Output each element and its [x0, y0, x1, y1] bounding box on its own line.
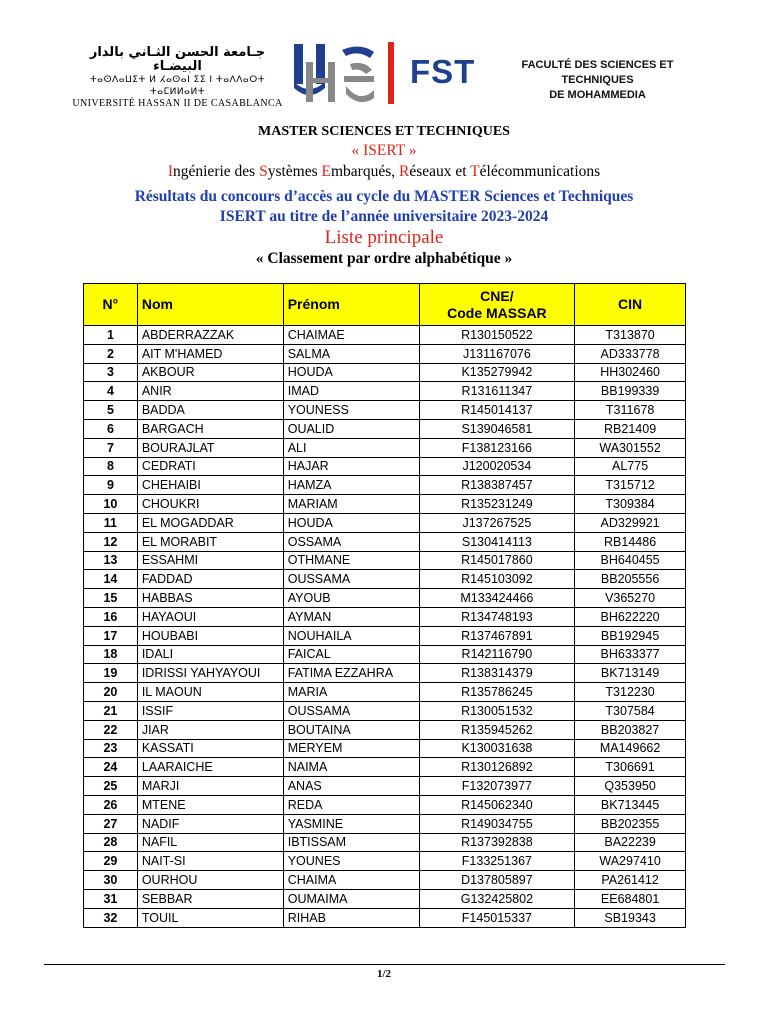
cell-cin: BB205556 — [575, 570, 686, 589]
results-title-line2: ISERT au titre de l’année universitaire 2023-2024 — [219, 208, 549, 225]
cell-nom: MARJI — [137, 777, 283, 796]
cell-number: 23 — [84, 739, 138, 758]
cell-cin: BH633377 — [575, 645, 686, 664]
program-text: élécommunications — [479, 163, 601, 180]
faculty-name-line1: FACULTÉ DES SCIENCES ET TECHNIQUES — [521, 59, 674, 86]
cell-cne: R137467891 — [419, 626, 575, 645]
cell-number: 5 — [84, 401, 138, 420]
cell-cne: R145062340 — [419, 795, 575, 814]
cell-cne: R145017860 — [419, 551, 575, 570]
cell-cin: PA261412 — [575, 871, 686, 890]
cell-nom: HABBAS — [137, 589, 283, 608]
cell-number: 31 — [84, 889, 138, 908]
cell-nom: IL MAOUN — [137, 683, 283, 702]
cell-cin: T309384 — [575, 495, 686, 514]
header-cin: CIN — [575, 284, 686, 326]
table-row — [84, 513, 686, 532]
cell-cin: BK713445 — [575, 795, 686, 814]
document-titles — [0, 122, 768, 269]
table-row — [84, 908, 686, 927]
table-row — [84, 664, 686, 683]
program-full-name — [0, 161, 768, 183]
cell-prenom: RIHAB — [283, 908, 419, 927]
table-row — [84, 570, 686, 589]
cell-number: 15 — [84, 589, 138, 608]
cell-number: 3 — [84, 363, 138, 382]
cell-prenom: CHAIMA — [283, 871, 419, 890]
cell-cin: T306691 — [575, 758, 686, 777]
table-row — [84, 363, 686, 382]
table-row — [84, 476, 686, 495]
cell-cin: Q353950 — [575, 777, 686, 796]
table-row — [84, 589, 686, 608]
header-number: N° — [84, 284, 138, 326]
cell-prenom: OUSSAMA — [283, 570, 419, 589]
cell-cne: R145014137 — [419, 401, 575, 420]
cell-prenom: AYOUB — [283, 589, 419, 608]
cell-nom: HAYAOUI — [137, 607, 283, 626]
cell-cin: SB19343 — [575, 908, 686, 927]
cell-nom: BARGACH — [137, 419, 283, 438]
cell-prenom: BOUTAINA — [283, 720, 419, 739]
cell-nom: CHEHAIBI — [137, 476, 283, 495]
sort-note: « Classement par ordre alphabétique » — [255, 250, 513, 267]
cell-nom: OURHOU — [137, 871, 283, 890]
cell-number: 9 — [84, 476, 138, 495]
cell-nom: CHOUKRI — [137, 495, 283, 514]
cell-cne: M133424466 — [419, 589, 575, 608]
table-row — [84, 777, 686, 796]
table-row — [84, 419, 686, 438]
program-acronym: « ISERT » — [351, 142, 417, 159]
fst-logo-text: FST — [410, 53, 476, 90]
cell-prenom: YASMINE — [283, 814, 419, 833]
header-cne — [419, 284, 575, 326]
cell-number: 2 — [84, 344, 138, 363]
cell-nom: NAFIL — [137, 833, 283, 852]
cell-cin: AL775 — [575, 457, 686, 476]
footer-divider — [44, 964, 725, 965]
cell-nom: NAIT-SI — [137, 852, 283, 871]
cell-cin: BB192945 — [575, 626, 686, 645]
cell-cin: T311678 — [575, 401, 686, 420]
cell-prenom: MARIA — [283, 683, 419, 702]
cell-cne: R135231249 — [419, 495, 575, 514]
cell-prenom: IBTISSAM — [283, 833, 419, 852]
program-text: éseaux et — [409, 163, 471, 180]
cell-cin: BH622220 — [575, 607, 686, 626]
cell-cin: BB199339 — [575, 382, 686, 401]
table-header-row — [84, 284, 686, 326]
cell-number: 1 — [84, 326, 138, 345]
cell-number: 30 — [84, 871, 138, 890]
cell-cne: R138314379 — [419, 664, 575, 683]
cell-number: 6 — [84, 419, 138, 438]
table-row — [84, 626, 686, 645]
program-initial: R — [399, 163, 410, 180]
program-initial: E — [321, 163, 331, 180]
cell-cne: F145015337 — [419, 908, 575, 927]
university-name-french: UNIVERSITÉ HASSAN II DE CASABLANCA — [72, 98, 283, 109]
cell-cne: R130126892 — [419, 758, 575, 777]
cell-cin: T312230 — [575, 683, 686, 702]
table-row — [84, 457, 686, 476]
cell-nom: ANIR — [137, 382, 283, 401]
cell-cne: R135945262 — [419, 720, 575, 739]
program-text: mbarqués, — [330, 163, 399, 180]
cell-cne: R134748193 — [419, 607, 575, 626]
cell-cin: BK713149 — [575, 664, 686, 683]
table-row — [84, 645, 686, 664]
university-name-tifinagh: ⵜⴰⵙⴷⴰⵡⵉⵜ ⵍ ⵃⴰⵙⴰⵏ ⵉⵉ ⵏ ⵜⴰⴷⴷⴰⵔⵜ ⵜⴰⵎⵍⵍⴰⵍⵜ — [89, 75, 266, 97]
cell-cin: EE684801 — [575, 889, 686, 908]
table-row — [84, 871, 686, 890]
cell-prenom: CHAIMAE — [283, 326, 419, 345]
program-initial: T — [470, 163, 480, 180]
cell-cin: AD329921 — [575, 513, 686, 532]
cell-nom: ABDERRAZZAK — [137, 326, 283, 345]
table-row — [84, 532, 686, 551]
cell-cin: V365270 — [575, 589, 686, 608]
table-row — [84, 814, 686, 833]
cell-cne: R131611347 — [419, 382, 575, 401]
cell-nom: LAARAICHE — [137, 758, 283, 777]
cell-number: 11 — [84, 513, 138, 532]
cell-cin: RB21409 — [575, 419, 686, 438]
cell-number: 32 — [84, 908, 138, 927]
table-row — [84, 607, 686, 626]
table-row — [84, 889, 686, 908]
cell-prenom: FAICAL — [283, 645, 419, 664]
table-row — [84, 739, 686, 758]
cell-prenom: YOUNESS — [283, 401, 419, 420]
cell-cne: R138387457 — [419, 476, 575, 495]
cell-cne: F133251367 — [419, 852, 575, 871]
cell-nom: ISSIF — [137, 701, 283, 720]
faculty-name — [490, 58, 705, 103]
cell-cin: BB203827 — [575, 720, 686, 739]
table-row — [84, 551, 686, 570]
cell-prenom: YOUNES — [283, 852, 419, 871]
cell-cne: R130150522 — [419, 326, 575, 345]
cell-nom: ESSAHMI — [137, 551, 283, 570]
cell-number: 22 — [84, 720, 138, 739]
cell-cne: G132425802 — [419, 889, 575, 908]
cell-prenom: ALI — [283, 438, 419, 457]
cell-cne: S139046581 — [419, 419, 575, 438]
cell-prenom: FATIMA EZZAHRA — [283, 664, 419, 683]
cell-nom: EL MORABIT — [137, 532, 283, 551]
cell-cne: D137805897 — [419, 871, 575, 890]
cell-nom: AKBOUR — [137, 363, 283, 382]
cell-prenom: HAMZA — [283, 476, 419, 495]
cell-cin: AD333778 — [575, 344, 686, 363]
table-body — [84, 326, 686, 928]
table-row — [84, 833, 686, 852]
cell-number: 8 — [84, 457, 138, 476]
header-cne-line1: CNE/ — [480, 287, 514, 304]
cell-number: 25 — [84, 777, 138, 796]
university-logo-block — [70, 46, 285, 110]
header-prenom: Prénom — [283, 284, 419, 326]
cell-number: 12 — [84, 532, 138, 551]
header-cne-line2: Code MASSAR — [447, 304, 547, 321]
cell-cin: T313870 — [575, 326, 686, 345]
cell-nom: TOUIL — [137, 908, 283, 927]
cell-prenom: ANAS — [283, 777, 419, 796]
faculty-name-line2: DE MOHAMMEDIA — [549, 89, 646, 101]
cell-number: 19 — [84, 664, 138, 683]
cell-nom: BADDA — [137, 401, 283, 420]
cell-cne: R142116790 — [419, 645, 575, 664]
program-initial: S — [259, 163, 268, 180]
cell-cne: J131167076 — [419, 344, 575, 363]
cell-cin: BA22239 — [575, 833, 686, 852]
cell-cin: MA149662 — [575, 739, 686, 758]
cell-prenom: NAIMA — [283, 758, 419, 777]
cell-cin: WA301552 — [575, 438, 686, 457]
cell-prenom: HAJAR — [283, 457, 419, 476]
cell-cne: J137267525 — [419, 513, 575, 532]
program-text: ystèmes — [267, 163, 322, 180]
cell-cne: R135786245 — [419, 683, 575, 702]
cell-cin: WA297410 — [575, 852, 686, 871]
cell-cne: F138123166 — [419, 438, 575, 457]
cell-number: 28 — [84, 833, 138, 852]
cell-cin: T315712 — [575, 476, 686, 495]
cell-number: 14 — [84, 570, 138, 589]
cell-cin: BB202355 — [575, 814, 686, 833]
cell-cin: BH640455 — [575, 551, 686, 570]
cell-number: 4 — [84, 382, 138, 401]
cell-nom: BOURAJLAT — [137, 438, 283, 457]
cell-number: 24 — [84, 758, 138, 777]
master-title: MASTER SCIENCES ET TECHNIQUES — [258, 124, 510, 139]
university-name-arabic: جـامعة الحسن الثـاني بالدار البيضـاء — [89, 45, 266, 74]
cell-nom: IDRISSI YAHYAYOUI — [137, 664, 283, 683]
table-row — [84, 438, 686, 457]
cell-prenom: OUSSAMA — [283, 701, 419, 720]
table-row — [84, 720, 686, 739]
cell-number: 16 — [84, 607, 138, 626]
cell-nom: FADDAD — [137, 570, 283, 589]
table-row — [84, 683, 686, 702]
table-row — [84, 344, 686, 363]
cell-prenom: IMAD — [283, 382, 419, 401]
cell-cne: F132073977 — [419, 777, 575, 796]
cell-number: 13 — [84, 551, 138, 570]
table-row — [84, 382, 686, 401]
cell-nom: SEBBAR — [137, 889, 283, 908]
cell-number: 10 — [84, 495, 138, 514]
program-initial: I — [167, 163, 173, 180]
cell-number: 29 — [84, 852, 138, 871]
cell-number: 27 — [84, 814, 138, 833]
cell-number: 17 — [84, 626, 138, 645]
cell-cin: RB14486 — [575, 532, 686, 551]
table-row — [84, 852, 686, 871]
table-row — [84, 401, 686, 420]
page-header — [0, 0, 768, 115]
cell-cne: J120020534 — [419, 457, 575, 476]
cell-cne: K135279942 — [419, 363, 575, 382]
cell-prenom: OUMAIMA — [283, 889, 419, 908]
header-nom: Nom — [137, 284, 283, 326]
cell-prenom: MARIAM — [283, 495, 419, 514]
table-row — [84, 495, 686, 514]
cell-number: 18 — [84, 645, 138, 664]
cell-nom: NADIF — [137, 814, 283, 833]
cell-cne: R149034755 — [419, 814, 575, 833]
cell-number: 26 — [84, 795, 138, 814]
cell-cne: R130051532 — [419, 701, 575, 720]
cell-number: 7 — [84, 438, 138, 457]
cell-prenom: AYMAN — [283, 607, 419, 626]
cell-prenom: REDA — [283, 795, 419, 814]
cell-prenom: SALMA — [283, 344, 419, 363]
table-row — [84, 795, 686, 814]
cell-nom: JIAR — [137, 720, 283, 739]
results-title-line1: Résultats du concours d’accès au cycle du MASTER Sciences et Techniques — [134, 188, 634, 205]
results-table — [83, 283, 686, 928]
cell-cin: T307584 — [575, 701, 686, 720]
cell-cne: R137392838 — [419, 833, 575, 852]
cell-prenom: HOUDA — [283, 363, 419, 382]
cell-nom: IDALI — [137, 645, 283, 664]
cell-cne: R145103092 — [419, 570, 575, 589]
logo-divider — [388, 42, 394, 104]
cell-cne: K130031638 — [419, 739, 575, 758]
cell-nom: HOUBABI — [137, 626, 283, 645]
program-text: ngénierie des — [173, 163, 260, 180]
cell-prenom: NOUHAILA — [283, 626, 419, 645]
cell-prenom: OUALID — [283, 419, 419, 438]
table-row — [84, 326, 686, 345]
cell-number: 20 — [84, 683, 138, 702]
cell-nom: CEDRATI — [137, 457, 283, 476]
uh2c-emblem-icon — [290, 42, 380, 104]
table-row — [84, 701, 686, 720]
cell-prenom: OSSAMA — [283, 532, 419, 551]
cell-prenom: HOUDA — [283, 513, 419, 532]
cell-nom: AIT M'HAMED — [137, 344, 283, 363]
cell-number: 21 — [84, 701, 138, 720]
cell-cne: S130414113 — [419, 532, 575, 551]
table-row — [84, 758, 686, 777]
cell-nom: KASSATI — [137, 739, 283, 758]
list-title: Liste principale — [324, 227, 444, 248]
cell-prenom: MERYEM — [283, 739, 419, 758]
cell-cin: HH302460 — [575, 363, 686, 382]
cell-prenom: OTHMANE — [283, 551, 419, 570]
cell-nom: MTENE — [137, 795, 283, 814]
page-number: 1/2 — [376, 968, 392, 980]
cell-nom: EL MOGADDAR — [137, 513, 283, 532]
